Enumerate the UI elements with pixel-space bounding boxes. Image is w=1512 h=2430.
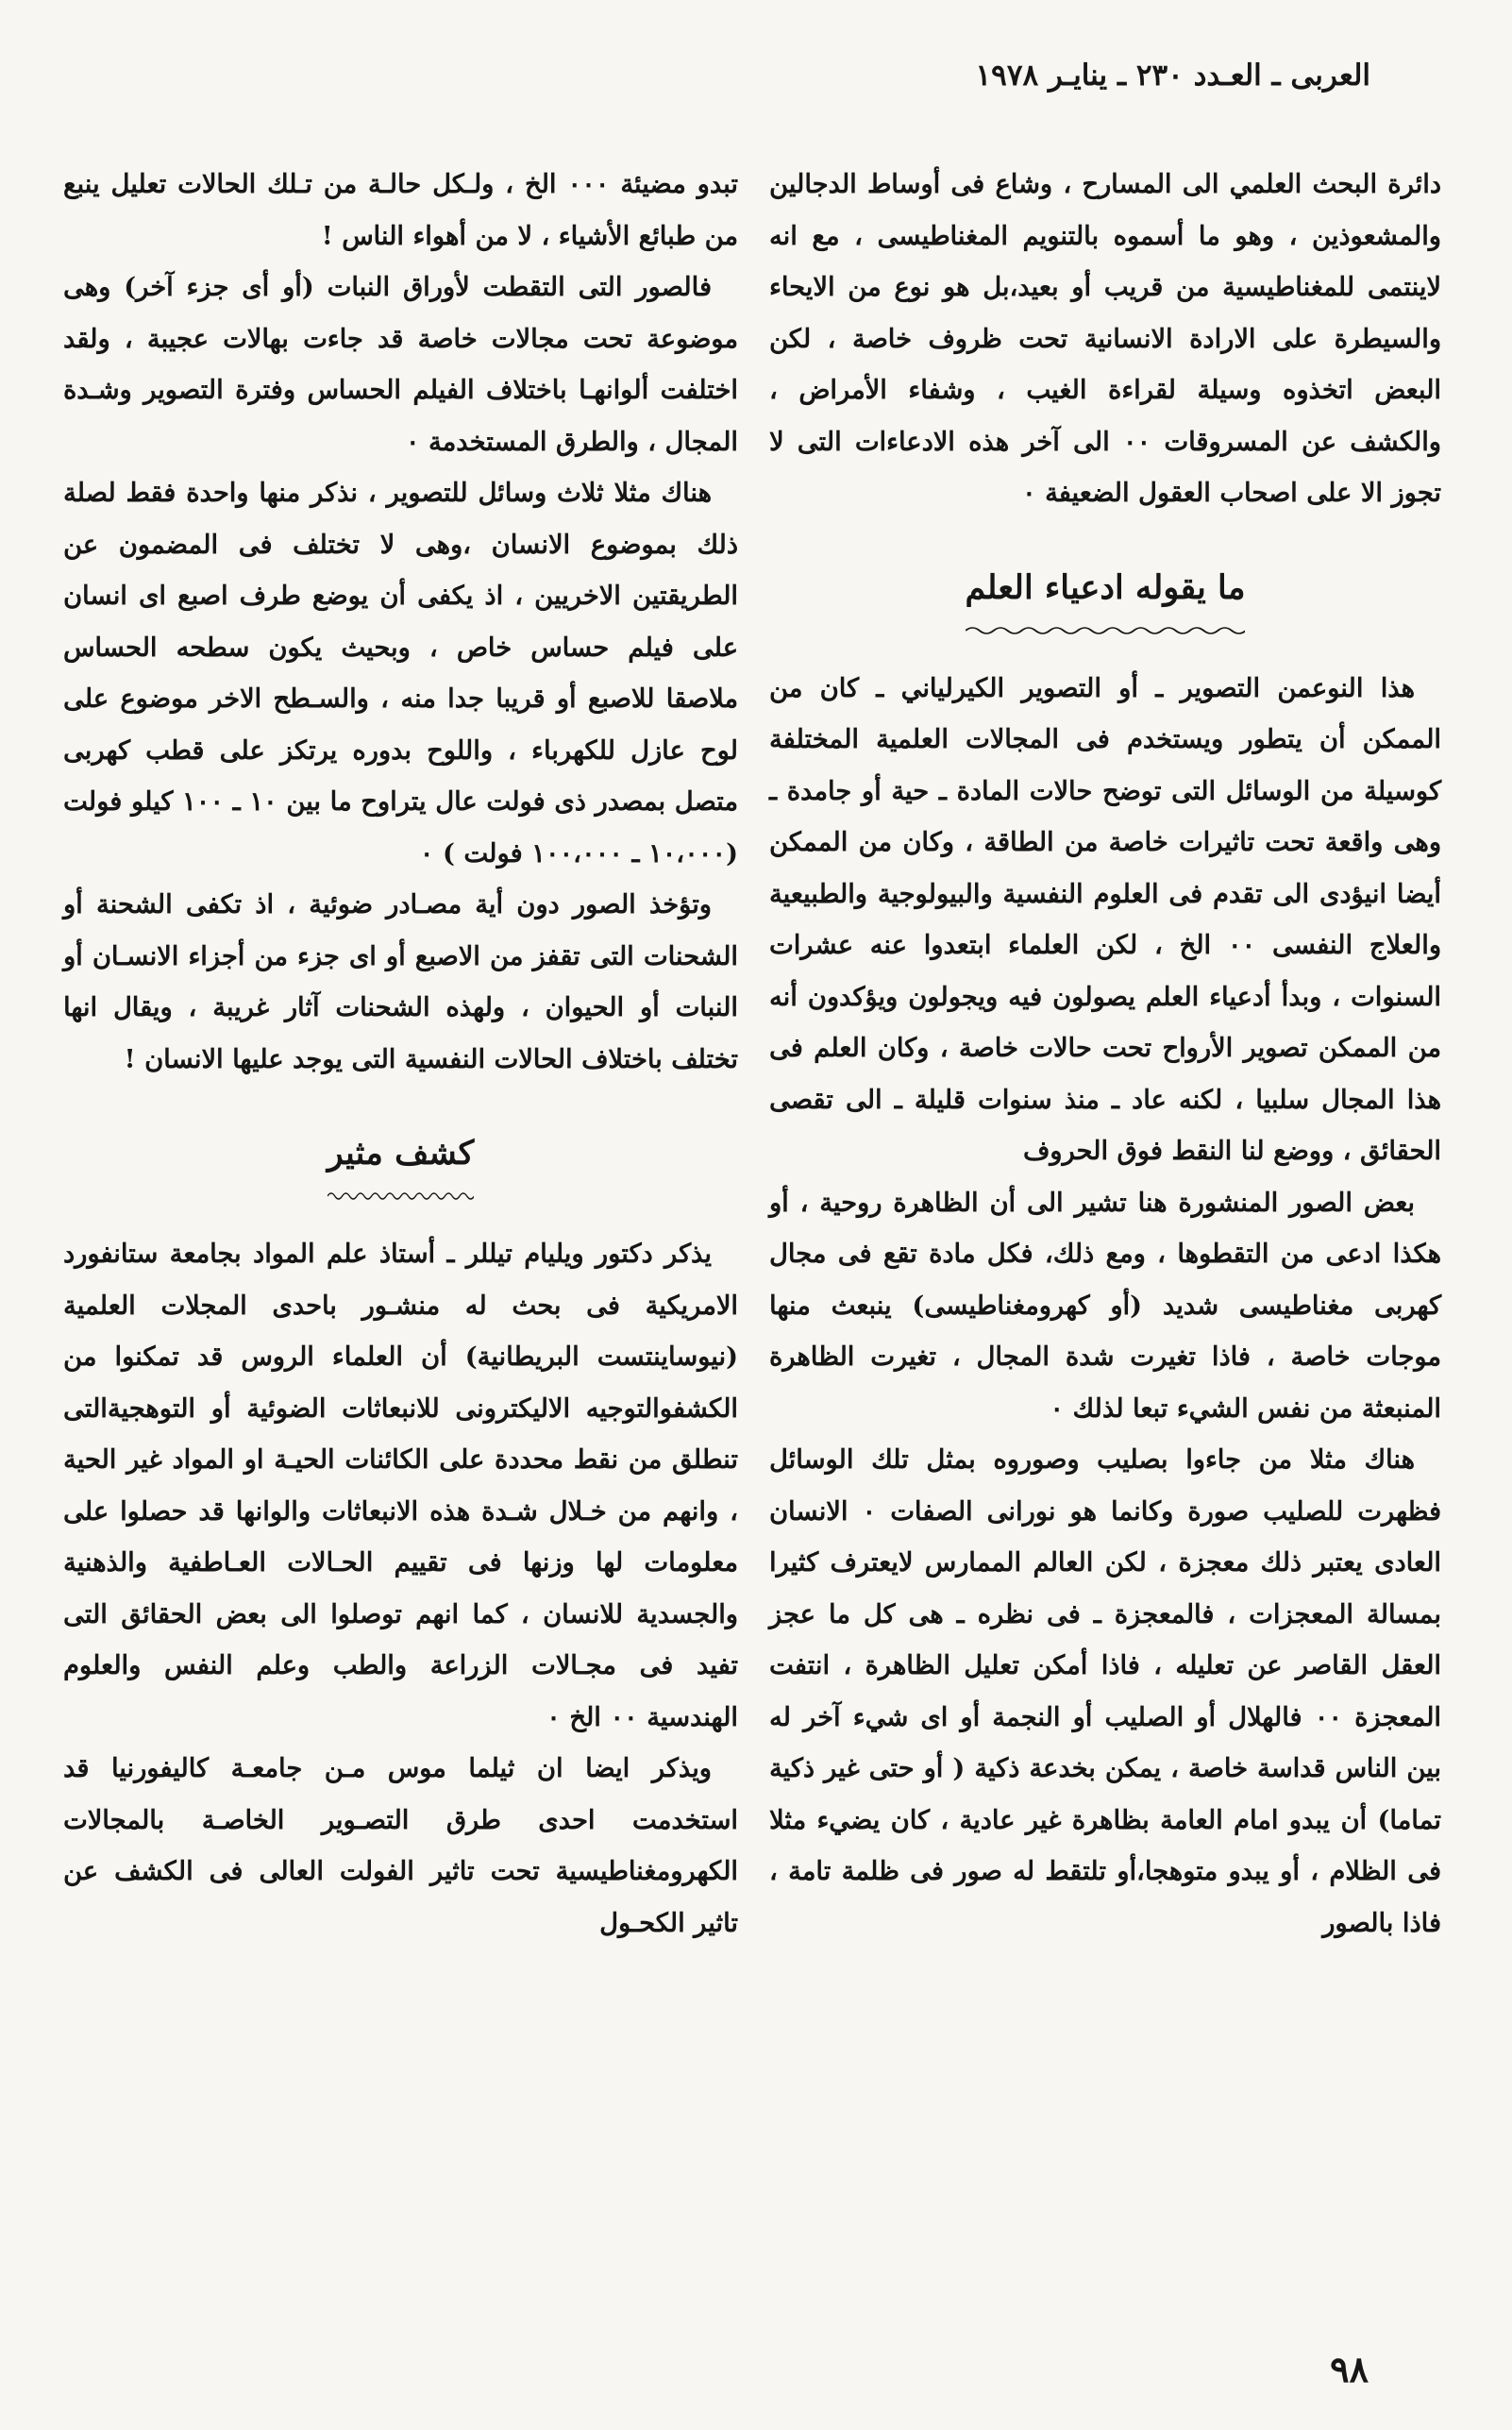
wavy-underline-icon: [966, 625, 1246, 636]
body-paragraph: دائرة البحث العلمي الى المسارح ، وشاع فى أوساط الدجالين والمشعوذين ، وهو ما أسموه بالتنويم المغناطيسى ، مع انه لاينتمى للمغناطيسية من قريب أو بعيد،بل هو نوع من الايحاء والسيطرة على الارادة الانسانية تحت ظروف خاصة ، لكن البعض اتخذوه وسيلة لقراءة الغيب ، وشفاء الأمراض ، والكشف عن المسروقات ٠٠ الى آخر هذه الادعاءات التى لا تجوز الا على اصحاب العقول الضعيفة ٠: [769, 169, 1441, 508]
page-number: ٩٨: [1330, 2348, 1369, 2390]
section-heading-text: كشف مثير: [327, 1134, 475, 1173]
body-paragraph: يذكر دكتور ويليام تيللر ـ أستاذ علم المواد بجامعة ستانفورد الامريكية فى بحث له منشـور باحدى المجلات العلمية (نيوساينتست البريطانية) أن العلماء الروس قد تمكنوا من الكشفوالتوجيه الاليكترونى للانبعاثات الضوئية أو التوهجيةالتى تنطلق من نقط محددة على الكائنات الحيـة او المواد غير الحية ، وانهم من خـلال شـدة هذه الانبعاثات والوانها قد حصلوا على معلومات لها وزنها فى تقييم الحـالات العـاطفية والذهنية والجسدية للانسان ، كما انهم توصلوا الى بعض الحقائق التى تفيد فى مجـالات الزراعة والطب وعلم النفس والعلوم الهندسية ٠٠ الخ ٠: [63, 1239, 738, 1732]
body-paragraph: فالصور التى التقطت لأوراق النبات (أو أى جزء آخر) وهى موضوعة تحت مجالات خاصة قد جاءت بهالات عجيبة ، ولقد اختلفت ألوانهـا باختلاف الفيلم الحساس وفترة التصوير وشـدة المجال ، والطرق المستخدمة ٠: [63, 272, 738, 457]
left-column: [63, 159, 738, 1949]
body-paragraph: هناك مثلا من جاءوا بصليب وصوروه بمثل تلك الوسائل فظهرت للصليب صورة وكانما هو نورانى الصفات ٠ الانسان العادى يعتبر ذلك معجزة ، لكن العالم الممارس لايعترف كثيرا بمسالة المعجزات ، فالمعجزة ـ فى نظره ـ هى كل ما عجز العقل القاصر عن تعليله ، فاذا أمكن تعليل الظاهرة ، انتفت المعجزة ٠٠ فالهلال أو الصليب أو النجمة أو اى شيء آخر له بين الناس قداسة خاصة ، يمكن بخدعة ذكية ( أو حتى غير ذكية تماما) أن يبدو امام العامة بظاهرة غير عادية ، كان يضيء مثلا فى الظلام ، أو يبدو متوهجا،أو تلتقط له صور فى ظلمة تامة ، فاذا بالصور: [769, 1444, 1441, 1938]
body-paragraph: تبدو مضيئة ٠٠٠ الخ ، ولـكل حالـة من تـلك الحالات تعليل ينبع من طبائع الأشياء ، لا من أهواء الناس !: [63, 169, 738, 251]
section-heading: [769, 563, 1441, 629]
section-heading: [63, 1128, 738, 1194]
body-paragraph: بعض الصور المنشورة هنا تشير الى أن الظاهرة روحية ، أو هكذا ادعى من التقطوها ، ومع ذلك، فكل مادة تقع فى مجال كهربى مغناطيسى شديد (أو كهرومغناطيسى) ينبعث منها موجات خاصة ، فاذا تغيرت شدة المجال ، تغيرت الظاهرة المنبعثة من نفس الشيء تبعا لذلك ٠: [769, 1187, 1441, 1424]
wavy-underline-icon: [328, 1190, 474, 1202]
body-paragraph: وتؤخذ الصور دون أية مصـادر ضوئية ، اذ تكفى الشحنة أو الشحنات التى تقفز من الاصبع أو اى جزء من أجزاء الانسـان أو النبات أو الحيوان ، ولهذه الشحنات آثار غريبة ، ويقال انها تختلف باختلاف الحالات النفسية التى يوجد عليها الانسان !: [63, 889, 738, 1074]
right-column: [769, 159, 1441, 1949]
body-paragraph: ويذكر ايضا ان ثيلما موس مـن جامعـة كاليفورنيا قد استخدمت احدى طرق التصـوير الخاصـة بالمجالات الكهرومغناطيسية تحت تاثير الفولت العالى فى الكشف عن تاثير الكحـول: [63, 1753, 738, 1938]
body-paragraph: هناك مثلا ثلاث وسائل للتصوير ، نذكر منها واحدة فقط لصلة ذلك بموضوع الانسان ،وهى لا تختلف فى المضمون عن الطريقتين الاخريين ، اذ يكفى أن يوضع طرف اصبع اى انسان على فيلم حساس خاص ، وبحيث يكون سطحه الحساس ملاصقا للاصبع أو قريبا جدا منه ، والسـطح الاخر موضوع على لوح عازل للكهرباء ، واللوح بدوره يرتكز على قطب كهربى متصل بمصدر ذى فولت عال يتراوح ما بين ١٠ ـ ١٠٠ كيلو فولت (١٠،٠٠٠ ـ ١٠٠،٠٠٠ فولت ) ٠: [63, 478, 738, 869]
body-paragraph: هذا النوعمن التصوير ـ أو التصوير الكيرلياني ـ كان من الممكن أن يتطور ويستخدم فى المجالات العلمية المختلفة كوسيلة من الوسائل التى توضح حالات المادة ـ حية أو جامدة ـ وهى واقعة تحت تاثيرات خاصة من الطاقة ، وكان من الممكن أيضا انيؤدى الى تقدم فى العلوم النفسية والبيولوجية والطبيعية والعلاج النفسى ٠٠ الخ ، لكن العلماء ابتعدوا عنه عشرات السنوات ، وبدأ أدعياء العلم يصولون فيه ويجولون ويؤكدون أنه من الممكن تصوير الأرواح تحت حالات خاصة ، وكان العلم فى هذا المجال سلبيا ، لكنه عاد ـ منذ سنوات قليلة ـ الى تقصى الحقائق ، ووضع لنا النقط فوق الحروف: [769, 672, 1442, 1166]
running-head: العربى ـ العـدد ٢٣٠ ـ ينايـر ١٩٧٨: [975, 59, 1370, 93]
section-heading-text: ما يقوله ادعياء العلم: [965, 567, 1246, 607]
